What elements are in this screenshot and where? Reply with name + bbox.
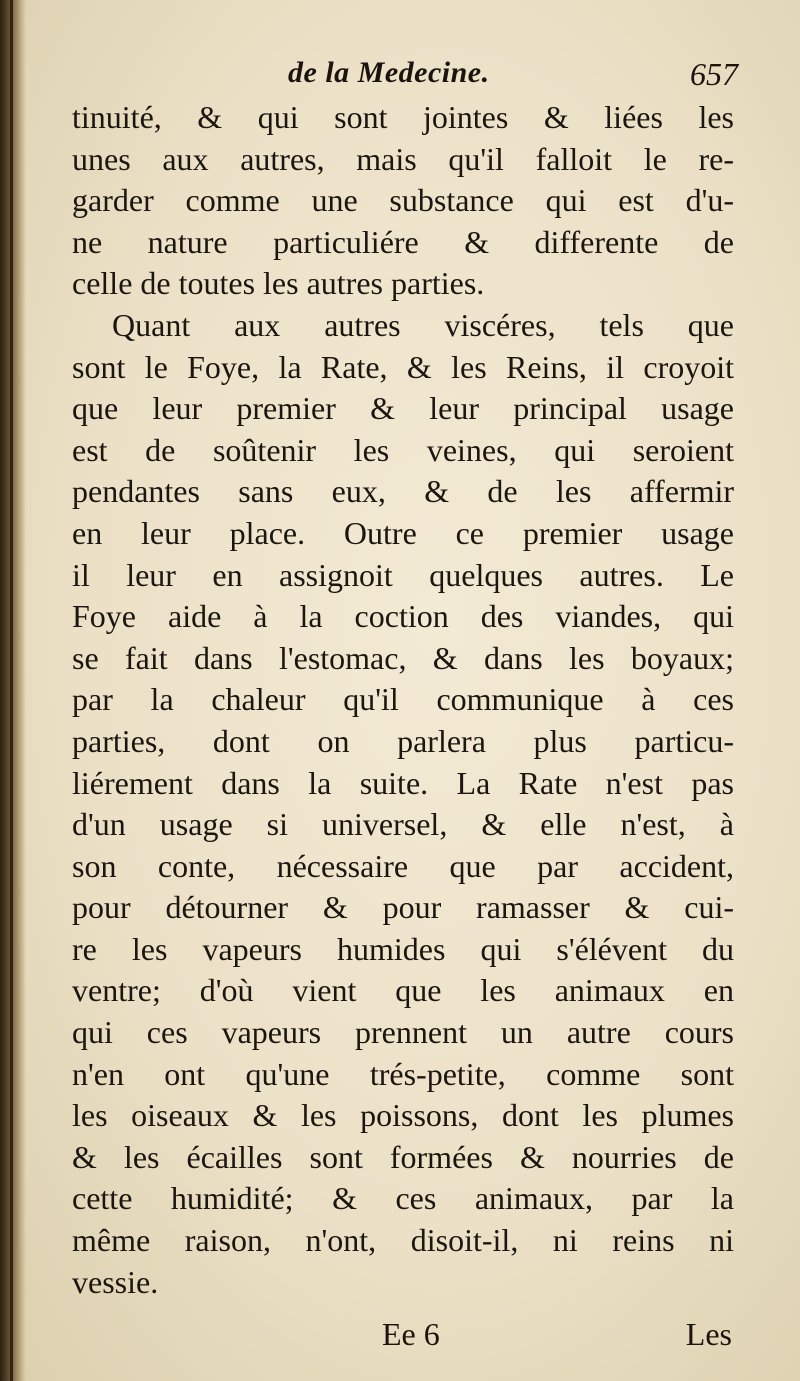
text-line: Foye aide à la coction des viandes, qui bbox=[72, 598, 734, 635]
text-line: qui ces vapeurs prennent un autre cours bbox=[72, 1014, 734, 1051]
text-line: tinuité, & qui sont jointes & liées les bbox=[72, 99, 734, 135]
text-line: re les vapeurs humides qui s'élévent du bbox=[72, 930, 734, 967]
text-line: pendantes sans eux, & de les affermir bbox=[72, 473, 734, 510]
text-line: que leur premier & leur principal usage bbox=[72, 390, 734, 427]
text-line: d'un usage si universel, & elle n'est, à bbox=[72, 806, 734, 843]
text-line: vessie. bbox=[72, 1263, 159, 1300]
text-line: n'en ont qu'une trés-petite, comme sont bbox=[72, 1055, 734, 1092]
binding-edge bbox=[10, 0, 13, 1381]
text-line: parties, dont on parlera plus particu- bbox=[72, 722, 734, 759]
running-title: de la Medecine. bbox=[288, 56, 490, 89]
text-line: par la chaleur qu'il communique à ces bbox=[72, 681, 734, 718]
text-line: cette humidité; & ces animaux, par la bbox=[72, 1180, 734, 1217]
text-line: en leur place. Outre ce premier usage bbox=[72, 514, 734, 551]
text-line: celle de toutes les autres parties. bbox=[72, 265, 485, 302]
text-line: Quant aux autres viscéres, tels que bbox=[112, 306, 734, 343]
text-line: sont le Foye, la Rate, & les Reins, il croyoit bbox=[72, 348, 734, 385]
text-line: se fait dans l'estomac, & dans les boyaux; bbox=[72, 639, 734, 676]
catchword: Les bbox=[685, 1316, 732, 1352]
text-line: ne nature particuliére & differente de bbox=[72, 223, 734, 260]
text-line: son conte, nécessaire que par accident, bbox=[72, 847, 734, 884]
page-gutter-shadow bbox=[0, 0, 26, 1381]
text-line: même raison, n'ont, disoit-il, ni reins ni bbox=[72, 1222, 734, 1259]
signature-mark: Ee 6 bbox=[382, 1316, 440, 1352]
text-line: liérement dans la suite. La Rate n'est pas bbox=[72, 764, 734, 801]
text-line: les oiseaux & les poissons, dont les plumes bbox=[72, 1097, 734, 1134]
page-number: 657 bbox=[690, 56, 738, 92]
text-line: ventre; d'où vient que les animaux en bbox=[72, 972, 734, 1009]
text-line: il leur en assignoit quelques autres. Le bbox=[72, 556, 734, 593]
body-text bbox=[72, 97, 734, 1303]
text-line: unes aux autres, mais qu'il falloit le re- bbox=[72, 140, 734, 177]
text-line: & les écailles sont formées & nourries de bbox=[72, 1138, 734, 1175]
text-line: pour détourner & pour ramasser & cui- bbox=[72, 889, 734, 926]
page-footer bbox=[72, 1316, 732, 1360]
text-line: est de soûtenir les veines, qui seroient bbox=[72, 431, 734, 468]
text-line: garder comme une substance qui est d'u- bbox=[72, 182, 734, 219]
